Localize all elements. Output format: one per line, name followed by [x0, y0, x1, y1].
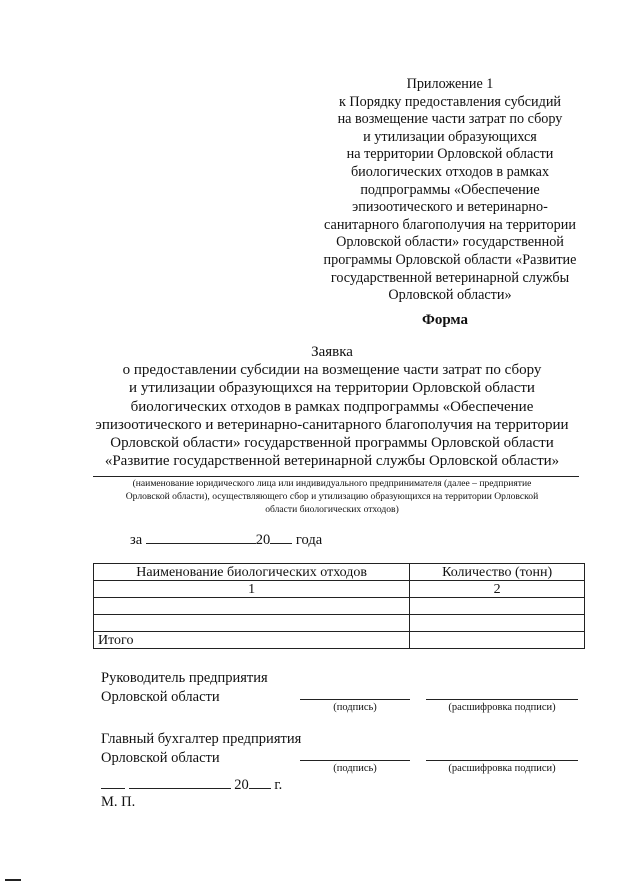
signatory-line: Орловской области [101, 688, 220, 705]
form-label: Форма [421, 312, 469, 328]
table-row [94, 598, 585, 615]
appendix-line: и утилизации образующихся [363, 128, 537, 145]
accountant-name-field[interactable] [426, 760, 578, 761]
caption-line: области биологических отходов) [265, 503, 399, 515]
period-year-prefix: 20 [255, 532, 271, 548]
total-quantity-cell[interactable] [410, 632, 585, 649]
column-number: 2 [410, 581, 585, 598]
application-line: Орловской области» государственной программы Орловской области [110, 435, 554, 452]
director-signature-field[interactable] [300, 699, 410, 700]
application-line: и утилизации образующихся на территории Орловской области [129, 380, 535, 397]
signatory-line: Руководитель предприятия [101, 670, 268, 686]
signatory-line: Главный бухгалтер предприятия [101, 731, 302, 747]
appendix-header [300, 76, 600, 305]
table-header-row [94, 564, 585, 581]
appendix-line: эпизоотического и ветеринарно- [352, 199, 548, 216]
appendix-line: Орловской области» государственной [336, 234, 564, 251]
appendix-line: на возмещение части затрат по сбору [337, 111, 563, 128]
table-row [94, 615, 585, 632]
date-year-blank-field[interactable] [249, 776, 271, 789]
total-label: Итого [94, 632, 410, 649]
table-number-row [94, 581, 585, 598]
caption-line: Орловской области), осуществляющего сбор и утилизацию образующихся на территории Орловской [125, 490, 539, 502]
appendix-line: биологических отходов в рамках [350, 163, 550, 180]
entity-name-field[interactable] [93, 476, 579, 477]
appendix-line: санитарного благополучия на территории [324, 216, 576, 233]
date-suffix: г. [274, 777, 283, 793]
period-blank-field[interactable] [146, 531, 256, 544]
appendix-line: к Порядку предоставления субсидий [338, 93, 562, 110]
waste-name-cell[interactable] [94, 615, 410, 632]
appendix-line: подпрограммы «Обеспечение [360, 181, 540, 198]
period-line [130, 531, 322, 549]
period-prefix: за [130, 532, 143, 548]
entity-name-caption [100, 478, 564, 516]
accountant-signature-field[interactable] [300, 760, 410, 761]
application-line: «Развитие государственной ветеринарной службы Орловской области» [104, 453, 560, 470]
application-line: эпизоотического и ветеринарно-санитарного благополучия на территории [95, 416, 569, 433]
application-line: биологических отходов в рамках подпрограммы «Обеспечение [130, 398, 534, 415]
signatory-line: Орловской области [101, 749, 220, 766]
table-total-row [94, 632, 585, 649]
application-line: о предоставлении субсидии на возмещение части затрат по сбору [122, 362, 542, 379]
director-title [101, 669, 268, 706]
application-heading: Заявка [311, 344, 353, 360]
column-number: 1 [94, 581, 410, 598]
director-name-field[interactable] [426, 699, 578, 700]
appendix-line: Орловской области» [388, 287, 512, 304]
column-header-quantity: Количество (тонн) [410, 564, 585, 581]
caption-line: (наименование юридического лица или индивидуального предпринимателя (далее – предприятие [132, 478, 532, 489]
quantity-cell[interactable] [410, 615, 585, 632]
year-blank-field[interactable] [270, 531, 292, 544]
month-blank-field[interactable] [129, 776, 231, 789]
day-blank-field[interactable] [101, 776, 125, 789]
scan-edge-mark [5, 879, 21, 881]
signature-caption: (подпись) [333, 702, 377, 713]
date-year-prefix: 20 [234, 777, 249, 793]
appendix-line: на территории Орловской области [346, 146, 554, 163]
chief-accountant-title [101, 730, 301, 767]
quantity-cell[interactable] [410, 598, 585, 615]
appendix-line: государственной ветеринарной службы [330, 269, 570, 286]
signature-caption: (подпись) [333, 763, 377, 774]
appendix-line: программы Орловской области «Развитие [323, 251, 577, 268]
name-caption: (расшифровка подписи) [448, 702, 556, 713]
stamp-place: М. П. [101, 794, 136, 810]
date-line [101, 776, 282, 794]
name-caption: (расшифровка подписи) [448, 763, 556, 774]
column-header-waste-name: Наименование биологических отходов [94, 564, 410, 581]
application-title [92, 343, 572, 470]
appendix-line: Приложение 1 [406, 76, 494, 92]
period-suffix: года [295, 532, 323, 548]
waste-table [93, 563, 585, 649]
waste-name-cell[interactable] [94, 598, 410, 615]
